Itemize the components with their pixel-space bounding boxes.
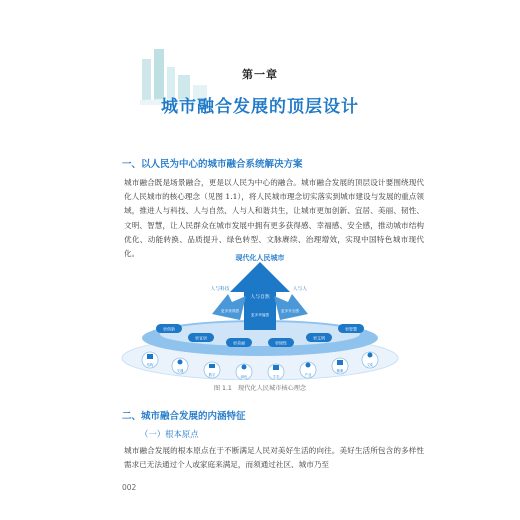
circle-label-8: 文化 [366, 363, 374, 367]
concept-diagram [120, 250, 400, 380]
circle-label-1: 结构 [146, 363, 154, 367]
mid-label-3: 更多安全感 [281, 309, 299, 313]
ring-label-4: 更韧性 [275, 340, 287, 346]
page-number: 002 [122, 483, 137, 492]
circle-label-3: 数字 [208, 373, 216, 377]
left-arrow [212, 294, 246, 320]
ring-label-2: 更宜居 [195, 335, 207, 341]
circle-label-5: 生态 [272, 375, 280, 379]
ring-label-5: 更文明 [313, 335, 325, 341]
circle-label-6: 产业 [304, 373, 312, 377]
ring-label-1: 更创新 [163, 326, 175, 332]
chapter-number: 第一章 [242, 68, 278, 81]
section-heading: 一、以人民为中心的城市融合系统解决方案 [122, 159, 303, 170]
figure-caption: 图 1.1 现代化人民城市核心理念 [213, 385, 307, 392]
mid-label-1: 更多获得感 [221, 309, 239, 313]
top-label: 现代化人民城市 [235, 254, 285, 262]
subsection-heading: （一）根本原点 [140, 429, 199, 439]
arrow-label-2: 人与自然 [250, 295, 270, 300]
right-arrow [274, 294, 308, 320]
ring-label-6: 更智慧 [345, 326, 357, 332]
circle-label-7: 健康 [336, 369, 344, 373]
body-paragraph: 城市融合发展的根本原点在于不断满足人民对美好生活的向往。美好生活所包含的多样性需求已无法通过个人或家庭来满足，而须通过社区、城市乃至 [124, 446, 424, 470]
body-paragraph: 城市融合既是场景融合，更是以人民为中心的融合。城市融合发展的顶层设计要围绕现代化人民城市的核心理念（见图 1.1），将人民城市理念切实落实到城市建设与发展的重点领域，推进人与科技、人与自然、人与人和谐共生，让城市更加创新、宜居、美丽、韧性、文明、智慧，让人民群众在城市发展中拥有更多获得感、幸福感、安全感，推动城市结构优化、动能转换、品质提升、绿色转型、文脉赓续、治理增效，实现中国特色城市现代化。 [124, 178, 424, 259]
circle-label-2: 交通 [176, 369, 184, 373]
circle-label-4: 绿色 [240, 375, 248, 379]
section-heading: 二、城市融合发展的内涵特征 [122, 411, 246, 422]
mid-label-2: 更多幸福感 [251, 313, 269, 317]
chapter-title: 城市融合发展的顶层设计 [161, 97, 359, 117]
arrow-label-1: 人与科技 [210, 287, 230, 292]
ring-label-3: 更美丽 [233, 340, 245, 346]
arrow-label-3: 人与人 [292, 287, 308, 292]
